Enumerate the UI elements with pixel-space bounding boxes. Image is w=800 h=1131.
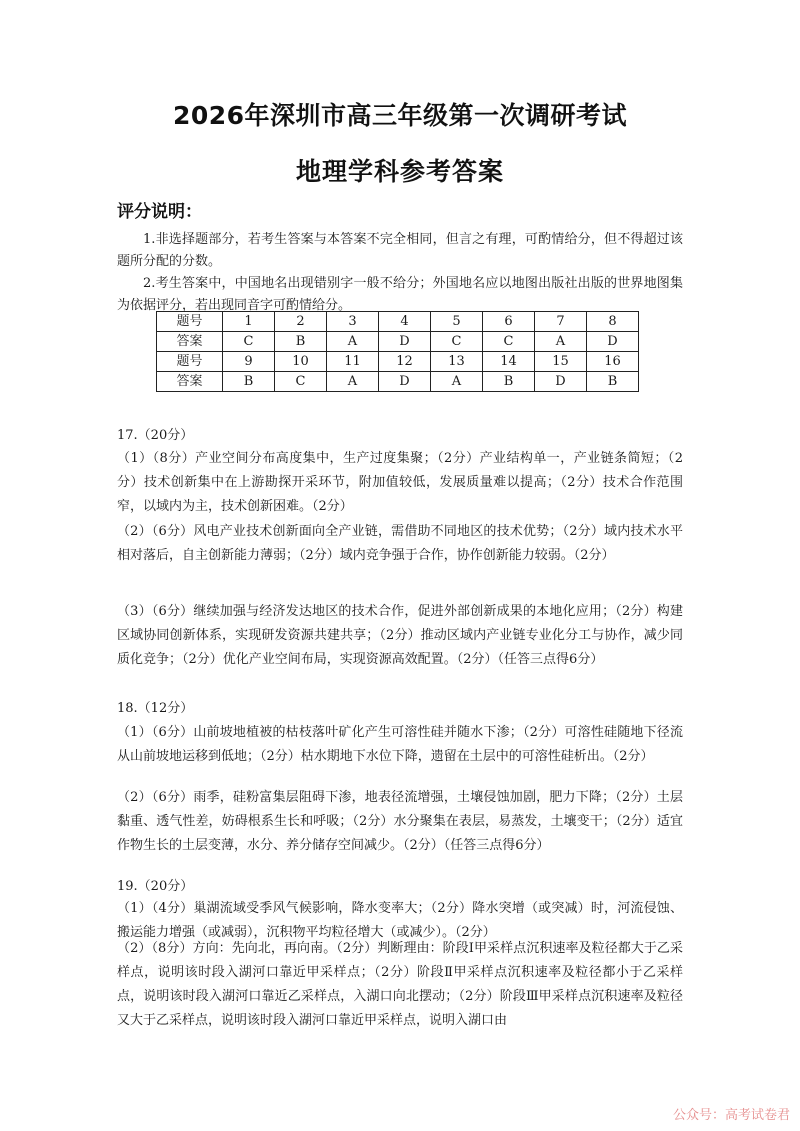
answer-cell: C bbox=[431, 332, 483, 352]
table-row bbox=[157, 332, 639, 352]
answer-cell: D bbox=[587, 332, 639, 352]
question-number: 13 bbox=[431, 352, 483, 372]
question-17-part-1: （1）（8分）产业空间分布高度集中，生产过度集聚；（2分）产业结构单一，产业链条简短；（2分）技术创新集中在上游勘探开采环节，附加值较低，发展质量难以提高；（2分）技术合作范围窄，以域内为主，技术创新困难。（2分） bbox=[117, 451, 683, 514]
question-number: 10 bbox=[275, 352, 327, 372]
answer-cell: D bbox=[379, 372, 431, 392]
table-row bbox=[157, 312, 639, 332]
watermark: 公众号：高考试卷君 bbox=[672, 1108, 790, 1123]
question-number: 15 bbox=[535, 352, 587, 372]
question-17-part-3: （3）（6分）继续加强与经济发达地区的技术合作，促进外部创新成果的本地化应用；（2分）构建区域协同创新体系，实现研发资源共建共享；（2分）推动区域内产业链专业化分工与协作，减少同质化竞争；（2分）优化产业空间布局，实现资源高效配置。（2分）（任答三点得6分） bbox=[117, 604, 683, 667]
row-label-question: 题号 bbox=[157, 352, 223, 372]
page-title: 2026年深圳市高三年级第一次调研考试 bbox=[172, 101, 628, 130]
question-17-part-2: （2）（6分）风电产业技术创新面向全产业链，需借助不同地区的技术优势；（2分）域内技术水平相对落后，自主创新能力薄弱；（2分）域内竞争强于合作，协作创新能力较弱。（2分） bbox=[117, 524, 683, 563]
question-number: 14 bbox=[483, 352, 535, 372]
question-number: 9 bbox=[223, 352, 275, 372]
answer-cell: A bbox=[431, 372, 483, 392]
question-17-heading: 17.（20分） bbox=[117, 428, 194, 443]
answer-cell: B bbox=[483, 372, 535, 392]
page-subtitle: 地理学科参考答案 bbox=[295, 157, 504, 186]
answer-cell: C bbox=[483, 332, 535, 352]
answer-cell: C bbox=[223, 332, 275, 352]
answer-cell: B bbox=[275, 332, 327, 352]
row-label-answer: 答案 bbox=[157, 372, 223, 392]
answer-cell: B bbox=[587, 372, 639, 392]
scoring-note-1: 1.非选择题部分，若考生答案与本答案不完全相同，但言之有理，可酌情给分，但不得超过该题所分配的分数。 bbox=[117, 232, 683, 269]
table-row bbox=[157, 352, 639, 372]
question-number: 8 bbox=[587, 312, 639, 332]
question-number: 16 bbox=[587, 352, 639, 372]
answer-cell: C bbox=[275, 372, 327, 392]
question-number: 4 bbox=[379, 312, 431, 332]
answer-cell: B bbox=[223, 372, 275, 392]
question-number: 12 bbox=[379, 352, 431, 372]
question-number: 5 bbox=[431, 312, 483, 332]
answer-cell: D bbox=[535, 372, 587, 392]
question-number: 1 bbox=[223, 312, 275, 332]
question-number: 11 bbox=[327, 352, 379, 372]
answer-cell: A bbox=[535, 332, 587, 352]
answer-cell: D bbox=[379, 332, 431, 352]
question-19-heading: 19.（20分） bbox=[117, 879, 194, 894]
question-number: 7 bbox=[535, 312, 587, 332]
row-label-answer: 答案 bbox=[157, 332, 223, 352]
question-19-part-1: （1）（4分）巢湖流域受季风气候影响，降水变率大；（2分）降水突增（或突减）时，河流侵蚀、搬运能力增强（或减弱），沉积物平均粒径增大（或减少）。（2分） bbox=[117, 901, 683, 940]
question-number: 2 bbox=[275, 312, 327, 332]
question-number: 6 bbox=[483, 312, 535, 332]
question-19-part-2: （2）（8分）方向：先向北，再向南。（2分）判断理由：阶段Ⅰ甲采样点沉积速率及粒径都大于乙采样点，说明该时段入湖河口靠近甲采样点；（2分）阶段Ⅱ甲采样点沉积速率及粒径都小于乙采样点，说明该时段入湖河口靠近乙采样点，入湖口向北摆动；（2分）阶段Ⅲ甲采样点沉积速率及粒径又大于乙采样点，说明该时段入湖河口靠近甲采样点，说明入湖口由 bbox=[117, 941, 683, 1028]
answer-cell: A bbox=[327, 372, 379, 392]
table-row bbox=[157, 372, 639, 392]
question-18-heading: 18.（12分） bbox=[117, 701, 194, 716]
answer-table bbox=[156, 311, 639, 392]
row-label-question: 题号 bbox=[157, 312, 223, 332]
question-18-part-1: （1）（6分）山前坡地植被的枯枝落叶矿化产生可溶性硅并随水下渗；（2分）可溶性硅随地下径流从山前坡地运移到低地；（2分）枯水期地下水位下降，遗留在土层中的可溶性硅析出。（2分） bbox=[117, 725, 683, 764]
question-number: 3 bbox=[327, 312, 379, 332]
scoring-note-2: 2.考生答案中，中国地名出现错别字一般不给分；外国地名应以地图出版社出版的世界地图集为依据评分，若出现同音字可酌情给分。 bbox=[117, 276, 683, 313]
scoring-heading: 评分说明： bbox=[117, 202, 202, 222]
question-18-part-2: （2）（6分）雨季，硅粉富集层阻碍下渗，地表径流增强，土壤侵蚀加剧，肥力下降；（2分）土层黏重、透气性差，妨碍根系生长和呼吸；（2分）水分聚集在表层，易蒸发，土壤变干；（2分）适宜作物生长的土层变薄，水分、养分储存空间减少。（2分）（任答三点得6分） bbox=[117, 790, 683, 853]
answer-cell: A bbox=[327, 332, 379, 352]
